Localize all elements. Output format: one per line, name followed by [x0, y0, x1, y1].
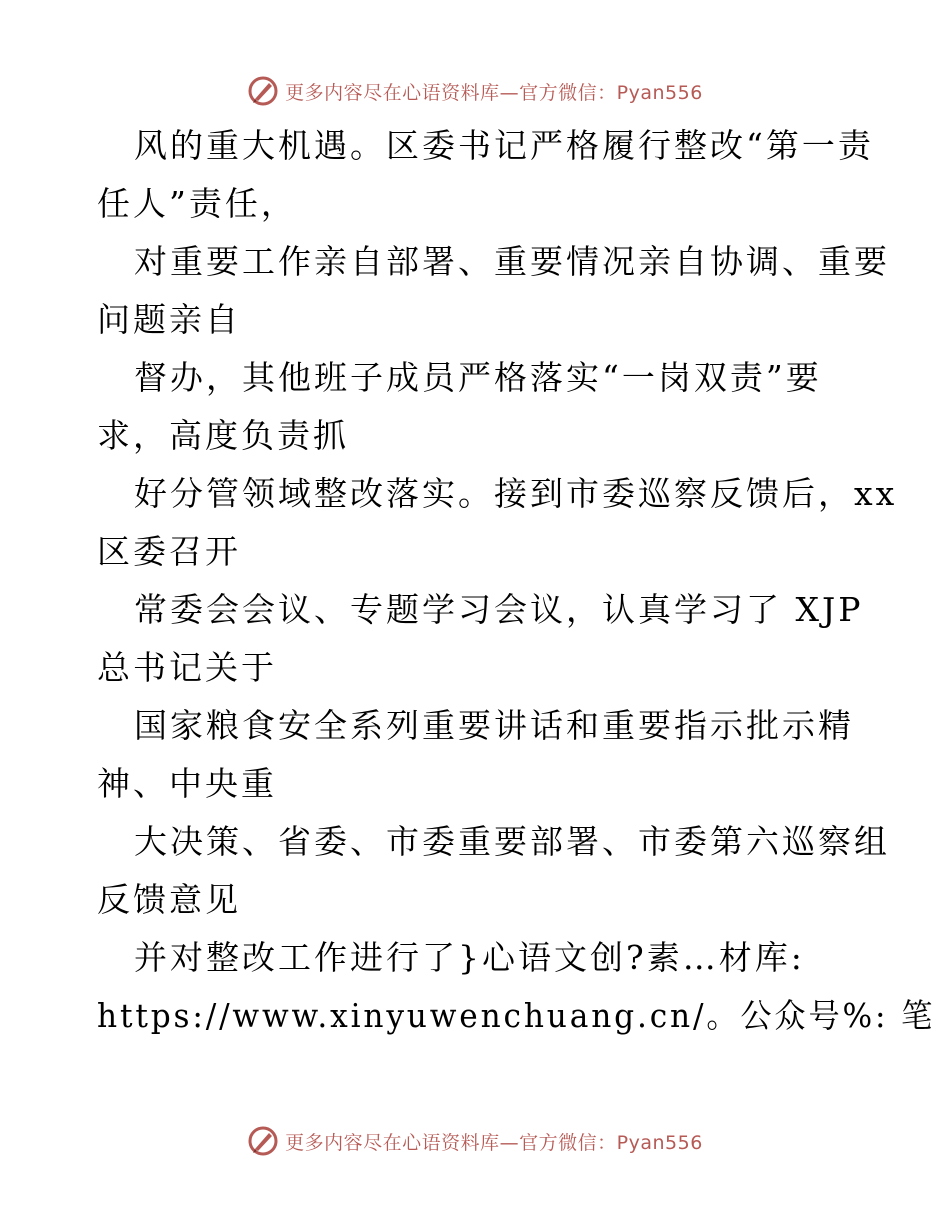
- body-line: 反馈意见: [97, 880, 241, 919]
- body-line: 任人”责任，: [97, 184, 297, 223]
- body-line: 问题亲自: [97, 300, 241, 339]
- footer-banner: [0, 1121, 950, 1161]
- body-line: 总书记关于: [97, 648, 277, 687]
- body-line: 督办，其他班子成员严格落实“一岗双责”要: [134, 358, 822, 397]
- quill-pen-logo-icon: [247, 1125, 279, 1157]
- body-line: 求，高度负责抓: [97, 416, 349, 455]
- body-line-url: https://www.xinyuwenchuang.cn/。公众号%: 笔: [97, 996, 936, 1035]
- quill-pen-logo-icon: [247, 75, 279, 107]
- body-line: 神、中央重: [97, 764, 277, 803]
- body-line: 好分管领域整改落实。接到市委巡察反馈后，xx: [134, 474, 898, 513]
- body-line: 区委召开: [97, 532, 241, 571]
- body-line: 常委会会议、专题学习会议，认真学习了 XJP: [134, 590, 864, 629]
- body-line: 对重要工作亲自部署、重要情况亲自协调、重要: [134, 242, 890, 281]
- body-line: 国家粮食安全系列重要讲话和重要指示批示精: [134, 706, 854, 745]
- body-line: 并对整改工作进行了}心语文创?素…材库:: [134, 938, 805, 977]
- footer-banner-text: 更多内容尽在心语资料库—官方微信：Pyan556: [285, 1131, 703, 1154]
- header-banner: [0, 71, 950, 111]
- body-line: 风的重大机遇。区委书记严格履行整改“第一责: [134, 126, 874, 165]
- header-banner-text: 更多内容尽在心语资料库—官方微信：Pyan556: [285, 81, 703, 104]
- body-line: 大决策、省委、市委重要部署、市委第六巡察组: [134, 822, 890, 861]
